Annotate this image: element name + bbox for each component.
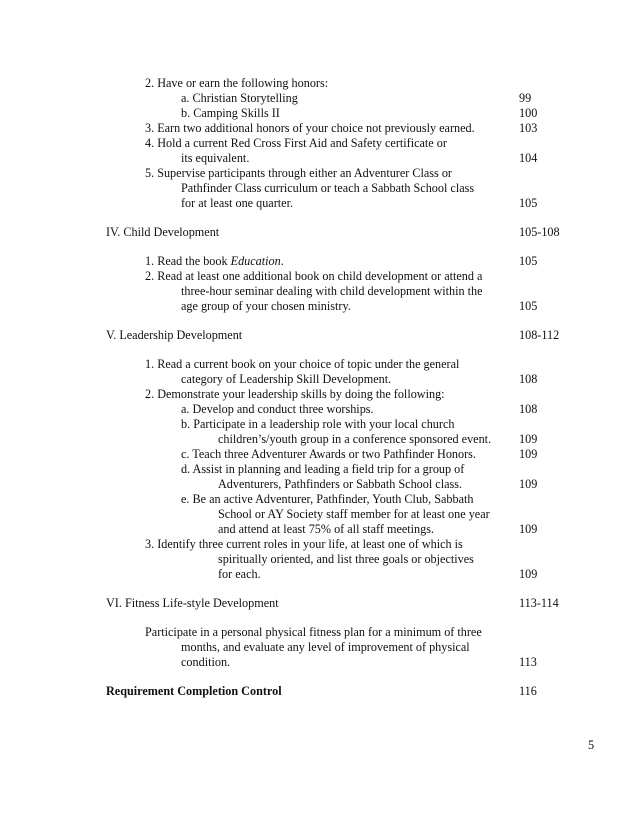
item-2a: a. Develop and conduct three worships. (181, 402, 374, 416)
page-ref: 109 (519, 567, 538, 581)
item-3-line2: spiritually oriented, and list three goals or objectives (218, 552, 474, 566)
page-ref: 105-108 (519, 225, 560, 239)
completion-control-heading: Requirement Completion Control (106, 684, 282, 698)
page-ref: 104 (519, 151, 538, 165)
section-iv-heading: IV. Child Development (106, 225, 220, 239)
page-ref: 109 (519, 522, 538, 536)
item-2c: c. Teach three Adventurer Awards or two Pathfinder Honors. (181, 447, 476, 461)
item-2-line2: three-hour seminar dealing with child development within the (181, 284, 483, 298)
item-2d-line2: Adventurers, Pathfinders or Sabbath School class. (218, 477, 463, 491)
item-5-line3: for at least one quarter. (181, 196, 294, 210)
page-ref: 108 (519, 372, 538, 386)
item-3: 3. Earn two additional honors of your choice not previously earned. (145, 121, 475, 135)
fitness-line2: months, and evaluate any level of improvement of physical (181, 640, 470, 654)
item-2e-line1: e. Be an active Adventurer, Pathfinder, Youth Club, Sabbath (181, 492, 474, 506)
page-ref: 103 (519, 121, 538, 135)
item-1-line2: category of Leadership Skill Development. (181, 372, 392, 386)
page-ref: 99 (519, 91, 532, 105)
page-ref: 108-112 (519, 328, 560, 342)
fitness-line3: condition. (181, 655, 231, 669)
item-2e-line3: and attend at least 75% of all staff meetings. (218, 522, 435, 536)
item-2: 2. Demonstrate your leadership skills by doing the following: (145, 387, 445, 401)
item-3-line1: 3. Identify three current roles in your life, at least one of which is (145, 537, 463, 551)
page-ref: 116 (519, 684, 537, 698)
page-ref: 105 (519, 299, 538, 313)
item-2b-line2: children’s/youth group in a conference sponsored event. (218, 432, 492, 446)
item-2b: b. Camping Skills II (181, 106, 280, 120)
page-ref: 109 (519, 447, 538, 461)
page-ref: 113 (519, 655, 537, 669)
page-ref: 113-114 (519, 596, 559, 610)
item-4-line2: its equivalent. (181, 151, 250, 165)
page-ref: 109 (519, 432, 538, 446)
page-ref: 105 (519, 196, 538, 210)
section-vi-heading: VI. Fitness Life-style Development (106, 596, 279, 610)
item-2-line1: 2. Read at least one additional book on child development or attend a (145, 269, 483, 283)
item-2e-line2: School or AY Society staff member for at least one year (218, 507, 490, 521)
item-2-line3: age group of your chosen ministry. (181, 299, 351, 313)
item-2d-line1: d. Assist in planning and leading a field trip for a group of (181, 462, 465, 476)
item-3-line3: for each. (218, 567, 261, 581)
page-ref: 108 (519, 402, 538, 416)
fitness-line1: Participate in a personal physical fitness plan for a minimum of three (145, 625, 482, 639)
page-ref: 100 (519, 106, 538, 120)
section-v-heading: V. Leadership Development (106, 328, 243, 342)
item-2a: a. Christian Storytelling (181, 91, 298, 105)
page-number: 5 (588, 738, 595, 752)
item-1-education: 1. Read the book Education. (145, 254, 284, 268)
item-1-line1: 1. Read a current book on your choice of topic under the general (145, 357, 460, 371)
item-4-line1: 4. Hold a current Red Cross First Aid and Safety certificate or (145, 136, 447, 150)
item-5-line1: 5. Supervise participants through either an Adventurer Class or (145, 166, 452, 180)
page-ref: 109 (519, 477, 538, 491)
page-ref: 105 (519, 254, 538, 268)
item-5-line2: Pathfinder Class curriculum or teach a Sabbath School class (181, 181, 475, 195)
item-2b-line1: b. Participate in a leadership role with your local church (181, 417, 455, 431)
item-2-honors: 2. Have or earn the following honors: (145, 76, 329, 90)
